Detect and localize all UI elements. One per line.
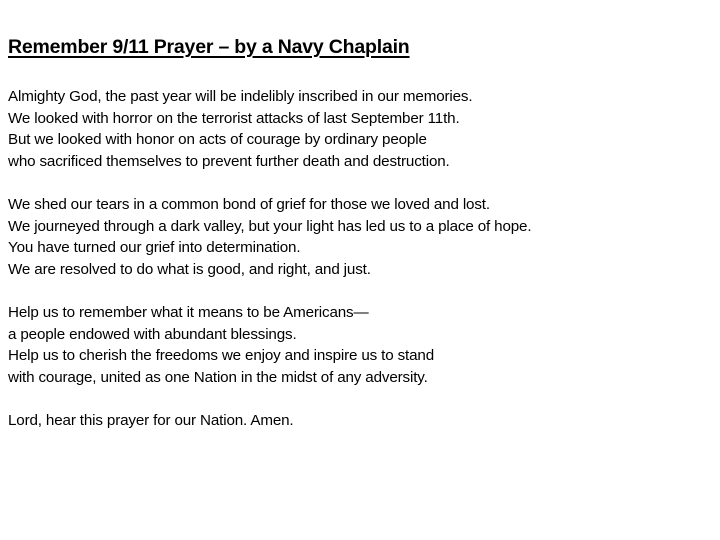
- stanza-1: [8, 86, 531, 172]
- document-title: Remember 9/11 Prayer – by a Navy Chaplain: [8, 36, 410, 58]
- prayer-body: [8, 86, 531, 453]
- text-line: But we looked with honor on acts of courage by ordinary people: [8, 131, 427, 149]
- stanza-4: [8, 410, 531, 432]
- text-line: You have turned our grief into determination.: [8, 239, 301, 257]
- text-line: We are resolved to do what is good, and right, and just.: [8, 260, 371, 278]
- stanza-3: [8, 302, 531, 388]
- stanza-2: [8, 194, 531, 280]
- text-line: Help us to cherish the freedoms we enjoy and inspire us to stand: [8, 347, 435, 365]
- text-line: We shed our tears in a common bond of grief for those we loved and lost.: [8, 195, 490, 213]
- text-line: We looked with horror on the terrorist attacks of last September 11th.: [8, 109, 460, 127]
- text-line: Help us to remember what it means to be Americans—: [8, 303, 369, 321]
- text-line: with courage, united as one Nation in the midst of any adversity.: [8, 368, 428, 386]
- text-line: We journeyed through a dark valley, but your light has led us to a place of hope.: [8, 217, 532, 235]
- text-line: who sacrificed themselves to prevent further death and destruction.: [8, 152, 450, 170]
- text-line: Almighty God, the past year will be indelibly inscribed in our memories.: [8, 88, 473, 105]
- closing-line: Lord, hear this prayer for our Nation. Amen.: [8, 411, 294, 429]
- text-line: a people endowed with abundant blessings.: [8, 325, 297, 343]
